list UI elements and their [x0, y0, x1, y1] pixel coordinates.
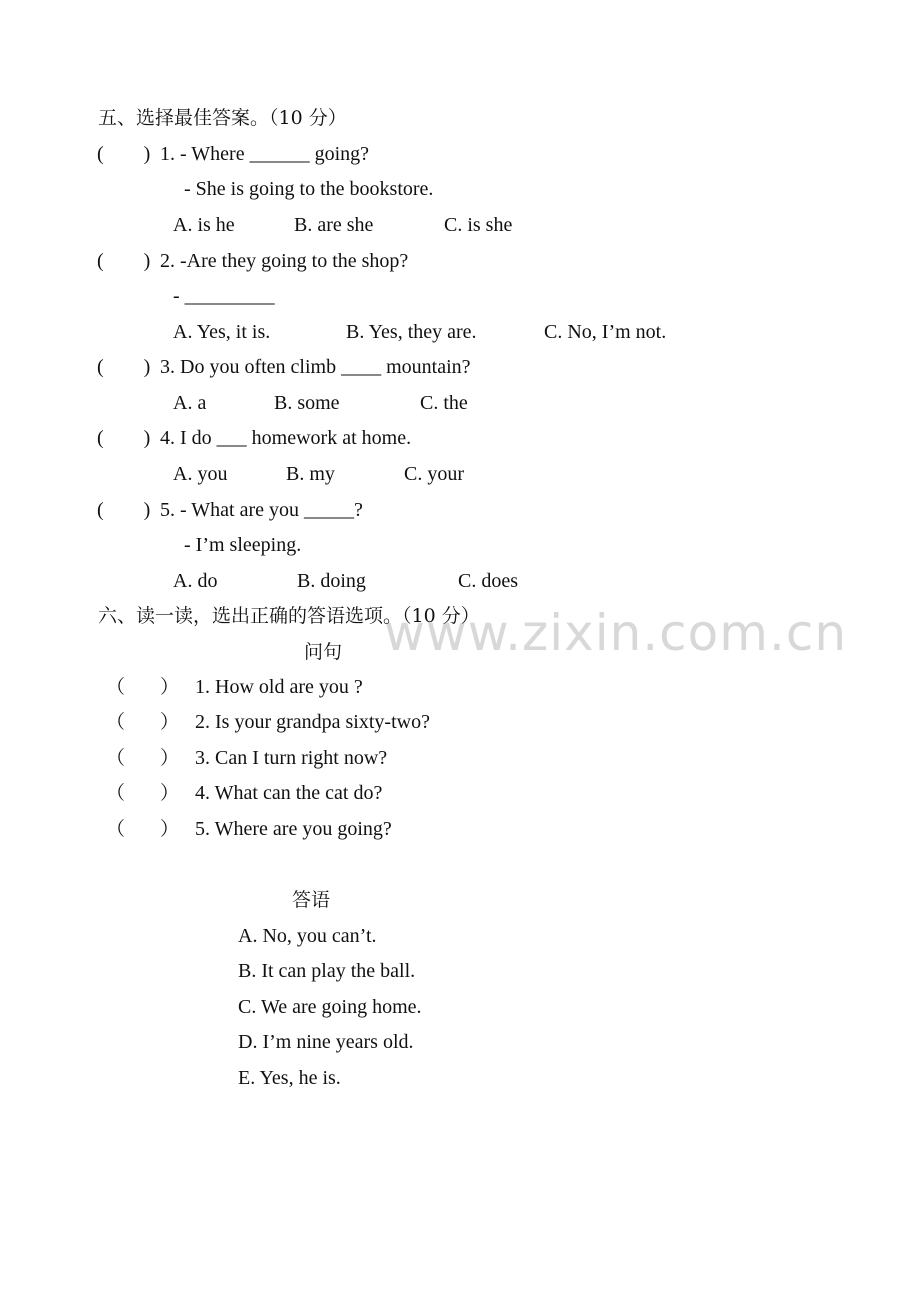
q3-stem: 3. Do you often climb ____ mountain?: [160, 356, 471, 378]
q4-paren[interactable]: ( ): [97, 427, 151, 449]
q4-option-a: A. you: [173, 463, 228, 485]
answer-b: B. It can play the ball.: [238, 960, 416, 982]
q1-option-b: B. are she: [294, 214, 374, 236]
match-q1-text: 1. How old are you ?: [195, 676, 363, 698]
q5-response: - I’m sleeping.: [184, 534, 302, 556]
q5-option-b: B. doing: [297, 570, 366, 592]
q3-paren[interactable]: ( ): [97, 356, 151, 378]
q3-option-c: C. the: [420, 392, 468, 414]
answer-d: D. I’m nine years old.: [238, 1031, 414, 1053]
match-q4-paren-close: ）: [160, 782, 180, 804]
answer-c: C. We are going home.: [238, 996, 422, 1018]
answers-title: 答语: [292, 889, 331, 911]
q2-option-b: B. Yes, they are.: [346, 321, 477, 343]
q4-option-c: C. your: [404, 463, 464, 485]
answer-e: E. Yes, he is.: [238, 1067, 341, 1089]
match-q2-text: 2. Is your grandpa sixty-two?: [195, 711, 430, 733]
section5-heading: 五、选择最佳答案。（10 分）: [98, 107, 347, 129]
match-q1-paren-close: ）: [160, 676, 180, 698]
section6-heading: 六、读一读，选出正确的答语选项。（10 分）: [98, 605, 480, 627]
match-q1-paren-open[interactable]: （: [106, 676, 126, 698]
match-q4-paren-open[interactable]: （: [106, 782, 126, 804]
match-q4-text: 4. What can the cat do?: [195, 782, 383, 804]
questions-title: 问句: [304, 641, 343, 663]
q1-option-a: A. is he: [173, 214, 235, 236]
match-q5-paren-open[interactable]: （: [106, 818, 126, 840]
q1-stem: 1. - Where ______ going?: [160, 143, 370, 165]
q3-option-b: B. some: [274, 392, 340, 414]
q5-paren[interactable]: ( ): [97, 499, 151, 521]
q4-stem: 4. I do ___ homework at home.: [160, 427, 412, 449]
q2-response: - _________: [173, 285, 275, 307]
q5-option-c: C. does: [458, 570, 518, 592]
q5-option-a: A. do: [173, 570, 218, 592]
q2-option-a: A. Yes, it is.: [173, 321, 271, 343]
match-q3-paren-close: ）: [160, 747, 180, 769]
q3-option-a: A. a: [173, 392, 207, 414]
match-q5-text: 5. Where are you going?: [195, 818, 392, 840]
q2-option-c: C. No, I’m not.: [544, 321, 667, 343]
match-q2-paren-open[interactable]: （: [106, 711, 126, 733]
match-q5-paren-close: ）: [160, 818, 180, 840]
match-q2-paren-close: ）: [160, 711, 180, 733]
q2-paren[interactable]: ( ): [97, 250, 151, 272]
match-q3-paren-open[interactable]: （: [106, 747, 126, 769]
q1-response: - She is going to the bookstore.: [184, 178, 434, 200]
q1-paren[interactable]: ( ): [97, 143, 151, 165]
answer-a: A. No, you can’t.: [238, 925, 377, 947]
q5-stem: 5. - What are you _____?: [160, 499, 363, 521]
match-q3-text: 3. Can I turn right now?: [195, 747, 388, 769]
q4-option-b: B. my: [286, 463, 335, 485]
watermark: www.zixin.com.cn: [384, 604, 848, 662]
q1-option-c: C. is she: [444, 214, 513, 236]
q2-stem: 2. -Are they going to the shop?: [160, 250, 409, 272]
